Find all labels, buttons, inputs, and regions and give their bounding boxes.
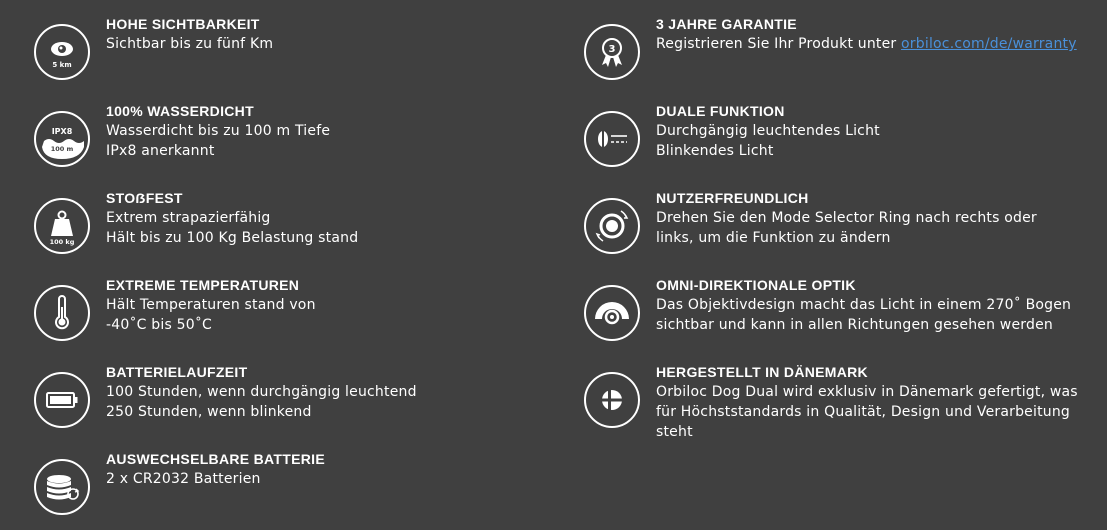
rotate-ring-icon bbox=[584, 198, 640, 254]
feature-line: Sichtbar bis zu fünf Km bbox=[106, 36, 274, 52]
weight-label: 100 kg bbox=[49, 238, 75, 246]
feature-title: OMNI-DIREKTIONALE OPTIK bbox=[656, 277, 856, 293]
feature-line: Extrem strapazierfähig bbox=[106, 210, 271, 226]
depth-label: 100 m bbox=[50, 145, 74, 153]
feature-title: AUSWECHSELBARE BATTERIE bbox=[106, 451, 325, 467]
feature-title: EXTREME TEMPERATUREN bbox=[106, 277, 300, 293]
feature-line: -40˚C bis 50˚C bbox=[106, 317, 213, 333]
feature-line: Blinkendes Licht bbox=[656, 143, 774, 159]
feature-line: Orbiloc Dog Dual wird exklusiv in Dänemark gefertigt, was bbox=[656, 384, 1078, 400]
feature-line: Hält bis zu 100 Kg Belastung stand bbox=[106, 230, 359, 246]
denmark-flag-icon bbox=[584, 372, 640, 428]
feature-title: STOẞFEST bbox=[106, 190, 183, 206]
warranty-medal-icon bbox=[584, 24, 640, 80]
feature-dual-function bbox=[584, 101, 880, 167]
feature-line: Hält Temperaturen stand von bbox=[106, 297, 316, 313]
ipx8-label: IPX8 bbox=[51, 127, 73, 136]
feature-battery-life bbox=[34, 362, 417, 428]
battery-icon bbox=[34, 372, 90, 428]
feature-line: Wasserdicht bis zu 100 m Tiefe bbox=[106, 123, 331, 139]
feature-title: 3 JAHRE GARANTIE bbox=[656, 16, 797, 32]
feature-line: steht bbox=[656, 424, 693, 440]
feature-title: BATTERIELAUFZEIT bbox=[106, 364, 248, 380]
feature-line: 2 x CR2032 Batterien bbox=[106, 471, 261, 487]
feature-line: sichtbar und kann in allen Richtungen gesehen werden bbox=[656, 317, 1053, 333]
feature-title: DUALE FUNKTION bbox=[656, 103, 785, 119]
feature-line: 250 Stunden, wenn blinkend bbox=[106, 404, 312, 420]
feature-omni-optics bbox=[584, 275, 1071, 341]
weight-100kg-icon bbox=[34, 198, 90, 254]
feature-line: Drehen Sie den Mode Selector Ring nach rechts oder bbox=[656, 210, 1037, 226]
feature-line: Durchgängig leuchtendes Licht bbox=[656, 123, 880, 139]
visibility-5km-icon bbox=[34, 24, 90, 80]
thermometer-icon bbox=[34, 285, 90, 341]
coin-battery-icon bbox=[34, 459, 90, 515]
feature-line bbox=[656, 34, 1077, 54]
feature-title: 100% WASSERDICHT bbox=[106, 103, 254, 119]
feature-line: für Höchststandards in Qualität, Design und Verarbeitung bbox=[656, 404, 1070, 420]
feature-line: Das Objektivdesign macht das Licht in einem 270˚ Bogen bbox=[656, 297, 1072, 313]
omni-optic-icon bbox=[584, 285, 640, 341]
feature-line: links, um die Funktion zu ändern bbox=[656, 230, 891, 246]
feature-warranty bbox=[584, 14, 1077, 80]
feature-line: 100 Stunden, wenn durchgängig leuchtend bbox=[106, 384, 417, 400]
feature-extreme-temperatures bbox=[34, 275, 316, 341]
feature-user-friendly bbox=[584, 188, 1037, 254]
feature-made-in-denmark bbox=[584, 362, 1078, 442]
feature-title: NUTZERFREUNDLICH bbox=[656, 190, 809, 206]
warranty-link[interactable]: orbiloc.com/de/warranty bbox=[901, 36, 1077, 52]
feature-shockproof bbox=[34, 188, 358, 254]
visibility-icon-label: 5 km bbox=[52, 61, 72, 69]
feature-line: IPx8 anerkannt bbox=[106, 143, 215, 159]
dual-light-icon bbox=[584, 111, 640, 167]
warranty-years-label: 3 bbox=[608, 44, 616, 55]
feature-waterproof bbox=[34, 101, 330, 167]
feature-high-visibility bbox=[34, 14, 273, 80]
feature-title: HERGESTELLT IN DÄNEMARK bbox=[656, 364, 868, 380]
feature-title: HOHE SICHTBARKEIT bbox=[106, 16, 260, 32]
feature-replaceable-battery bbox=[34, 449, 325, 515]
waterproof-ipx8-icon bbox=[34, 111, 90, 167]
warranty-text: Registrieren Sie Ihr Produkt unter bbox=[656, 36, 902, 52]
